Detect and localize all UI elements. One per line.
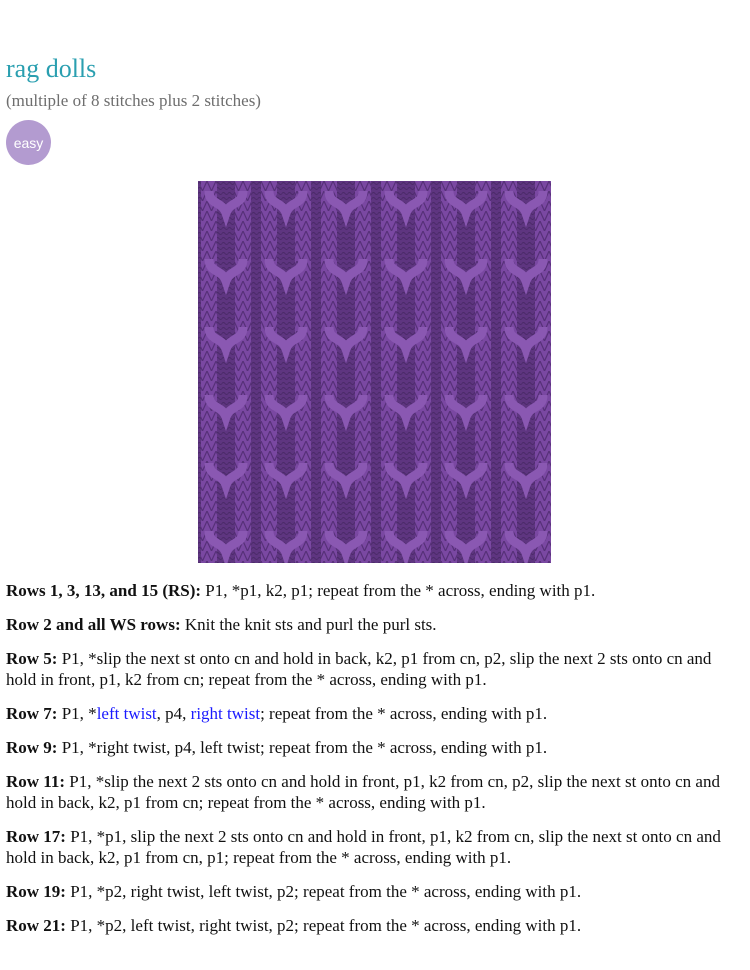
rib-column — [475, 181, 491, 563]
rib-column — [535, 181, 551, 563]
row-instruction: Row 11: P1, *slip the next 2 sts onto cn and hold in front, p1, k2 from cn, p2, slip the next st onto cn and hold in back, k2, p1 from cn; repeat from the * across, ending with p1. — [6, 772, 720, 812]
rib-column — [261, 181, 277, 563]
stitch-multiple-note: (multiple of 8 stitches plus 2 stitches) — [6, 91, 261, 110]
row-instruction: Row 7: P1, *left twist, p4, right twist; repeat from the * across, ending with p1. — [6, 704, 548, 723]
left-twist-link[interactable]: left twist — [96, 704, 157, 723]
row-instruction: Row 21: P1, *p2, left twist, right twist, p2; repeat from the * across, ending with p1. — [6, 916, 582, 935]
rib-column — [295, 181, 311, 563]
rib-column — [441, 181, 457, 563]
rib-column — [235, 181, 251, 563]
row-instruction: Rows 1, 3, 13, and 15 (RS): P1, *p1, k2, p1; repeat from the * across, ending with p1. — [6, 581, 596, 600]
rib-column — [381, 181, 397, 563]
row-instruction: Row 5: P1, *slip the next st onto cn and hold in back, k2, p1 from cn, p2, slip the next 2 sts onto cn and hold in front, p1, k2 from cn; repeat from the * across, ending with p1. — [6, 649, 712, 689]
row-instruction: Row 2 and all WS rows: Knit the knit sts and purl the purl sts. — [6, 615, 437, 634]
difficulty-badge: easy — [6, 120, 51, 165]
page-title: rag dolls — [6, 54, 97, 83]
rib-column — [415, 181, 431, 563]
rib-column — [501, 181, 517, 563]
row-instruction: Row 17: P1, *p1, slip the next 2 sts onto cn and hold in front, p1, k2 from cn, slip the next st onto cn and hold in back, k2, p1 from cn, p1; repeat from the * across, ending with p1. — [6, 827, 721, 867]
knitted-swatch-photo — [198, 181, 551, 563]
rib-column — [355, 181, 371, 563]
right-twist-link[interactable]: right twist — [190, 704, 261, 723]
row-instruction: Row 9: P1, *right twist, p4, left twist; repeat from the * across, ending with p1. — [6, 738, 548, 757]
rib-column — [321, 181, 337, 563]
row-instruction: Row 19: P1, *p2, right twist, left twist, p2; repeat from the * across, ending with p1. — [6, 882, 582, 901]
rib-column — [201, 181, 217, 563]
instruction-list — [6, 580, 741, 949]
